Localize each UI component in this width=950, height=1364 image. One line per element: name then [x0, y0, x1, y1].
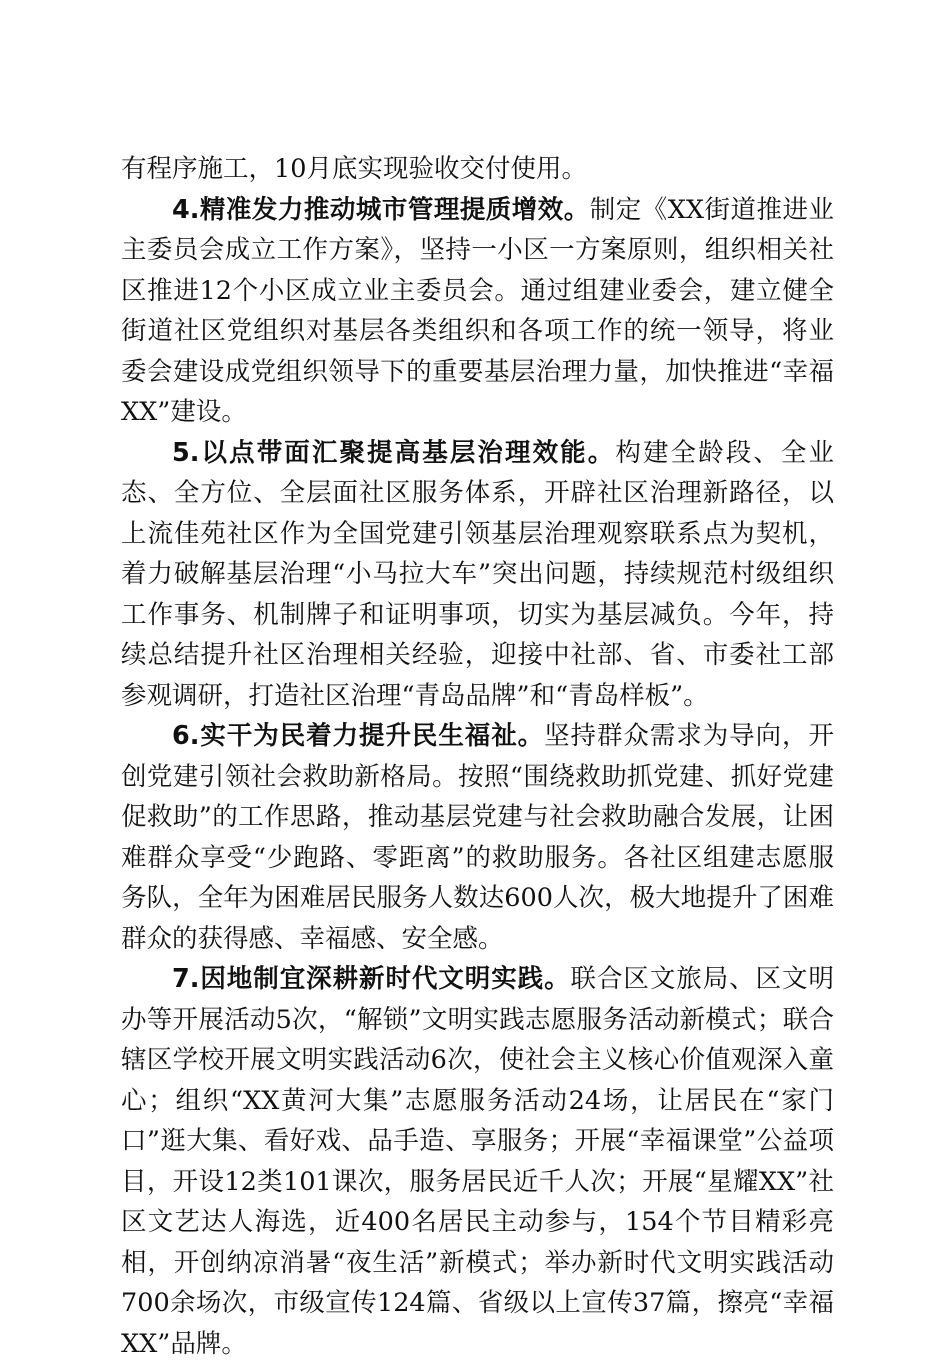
- paragraph-heading: 6.实干为民着力提升民生福祉。: [172, 721, 545, 751]
- paragraph-heading: 7.因地制宜深耕新时代文明实践。: [172, 964, 571, 994]
- paragraph-text: 构建全龄段、全业态、全方位、全层面社区服务体系，开辟社区治理新路径，以上流佳苑社区作为全国党建引领基层治理观察联系点为契机，着力破解基层治理“小马拉大车”突出问题，持续规范村级组织工作事务、机制牌子和证明事项，切实为基层减负。今年，持续总结提升社区治理相关经验，迎接中社部、省、市委社工部参观调研，打造社区治理“青岛品牌”和“青岛样板”。: [121, 437, 834, 711]
- paragraph-text: 坚持群众需求为导向，开创党建引领社会救助新格局。按照“围绕救助抓党建、抓好党建促救助”的工作思路，推动基层党建与社会救助融合发展，让困难群众享受“少跑路、零距离”的救助服务。各社区组建志愿服务队，全年为困难居民服务人数达600人次，极大地提升了困难群众的获得感、幸福感、安全感。: [121, 721, 834, 954]
- document-body: [121, 149, 834, 1364]
- paragraph-continued: [121, 149, 834, 190]
- paragraph-heading: 5.以点带面汇聚提高基层治理效能。: [172, 437, 616, 468]
- paragraph-text: 制定《XX街道推进业主委员会成立工作方案》，坚持一小区一方案原则，组织相关社区推进12个小区成立业主委员会。通过组建业委会，建立健全街道社区党组织对基层各类组织和各项工作的统一领导，将业委会建设成党组织领导下的重要基层治理力量，加快推进“幸福XX”建设。: [121, 194, 834, 427]
- paragraph-item-7: [121, 959, 834, 1364]
- paragraph-item-4: [121, 190, 834, 433]
- paragraph-text: 联合区文旅局、区文明办等开展活动5次，“解锁”文明实践志愿服务活动新模式；联合辖区学校开展文明实践活动6次，使社会主义核心价值观深入童心；组织“XX黄河大集”志愿服务活动24场，让居民在“家门口”逛大集、看好戏、品手造、享服务；开展“幸福课堂”公益项目，开设12类101课次，服务居民近千人次；开展“星耀XX”社区文艺达人海选，近400名居民主动参与，154个节目精彩亮相，开创纳凉消暑“夜生活”新模式；举办新时代文明实践活动700余场次，市级宣传124篇、省级以上宣传37篇，擦亮“幸福XX”品牌。: [121, 964, 834, 1359]
- paragraph-text: 有程序施工，10月底实现验收交付使用。: [121, 154, 587, 184]
- paragraph-heading: 4.精准发力推动城市管理提质增效。: [172, 194, 590, 225]
- paragraph-item-6: [121, 716, 834, 959]
- paragraph-item-5: [121, 433, 834, 717]
